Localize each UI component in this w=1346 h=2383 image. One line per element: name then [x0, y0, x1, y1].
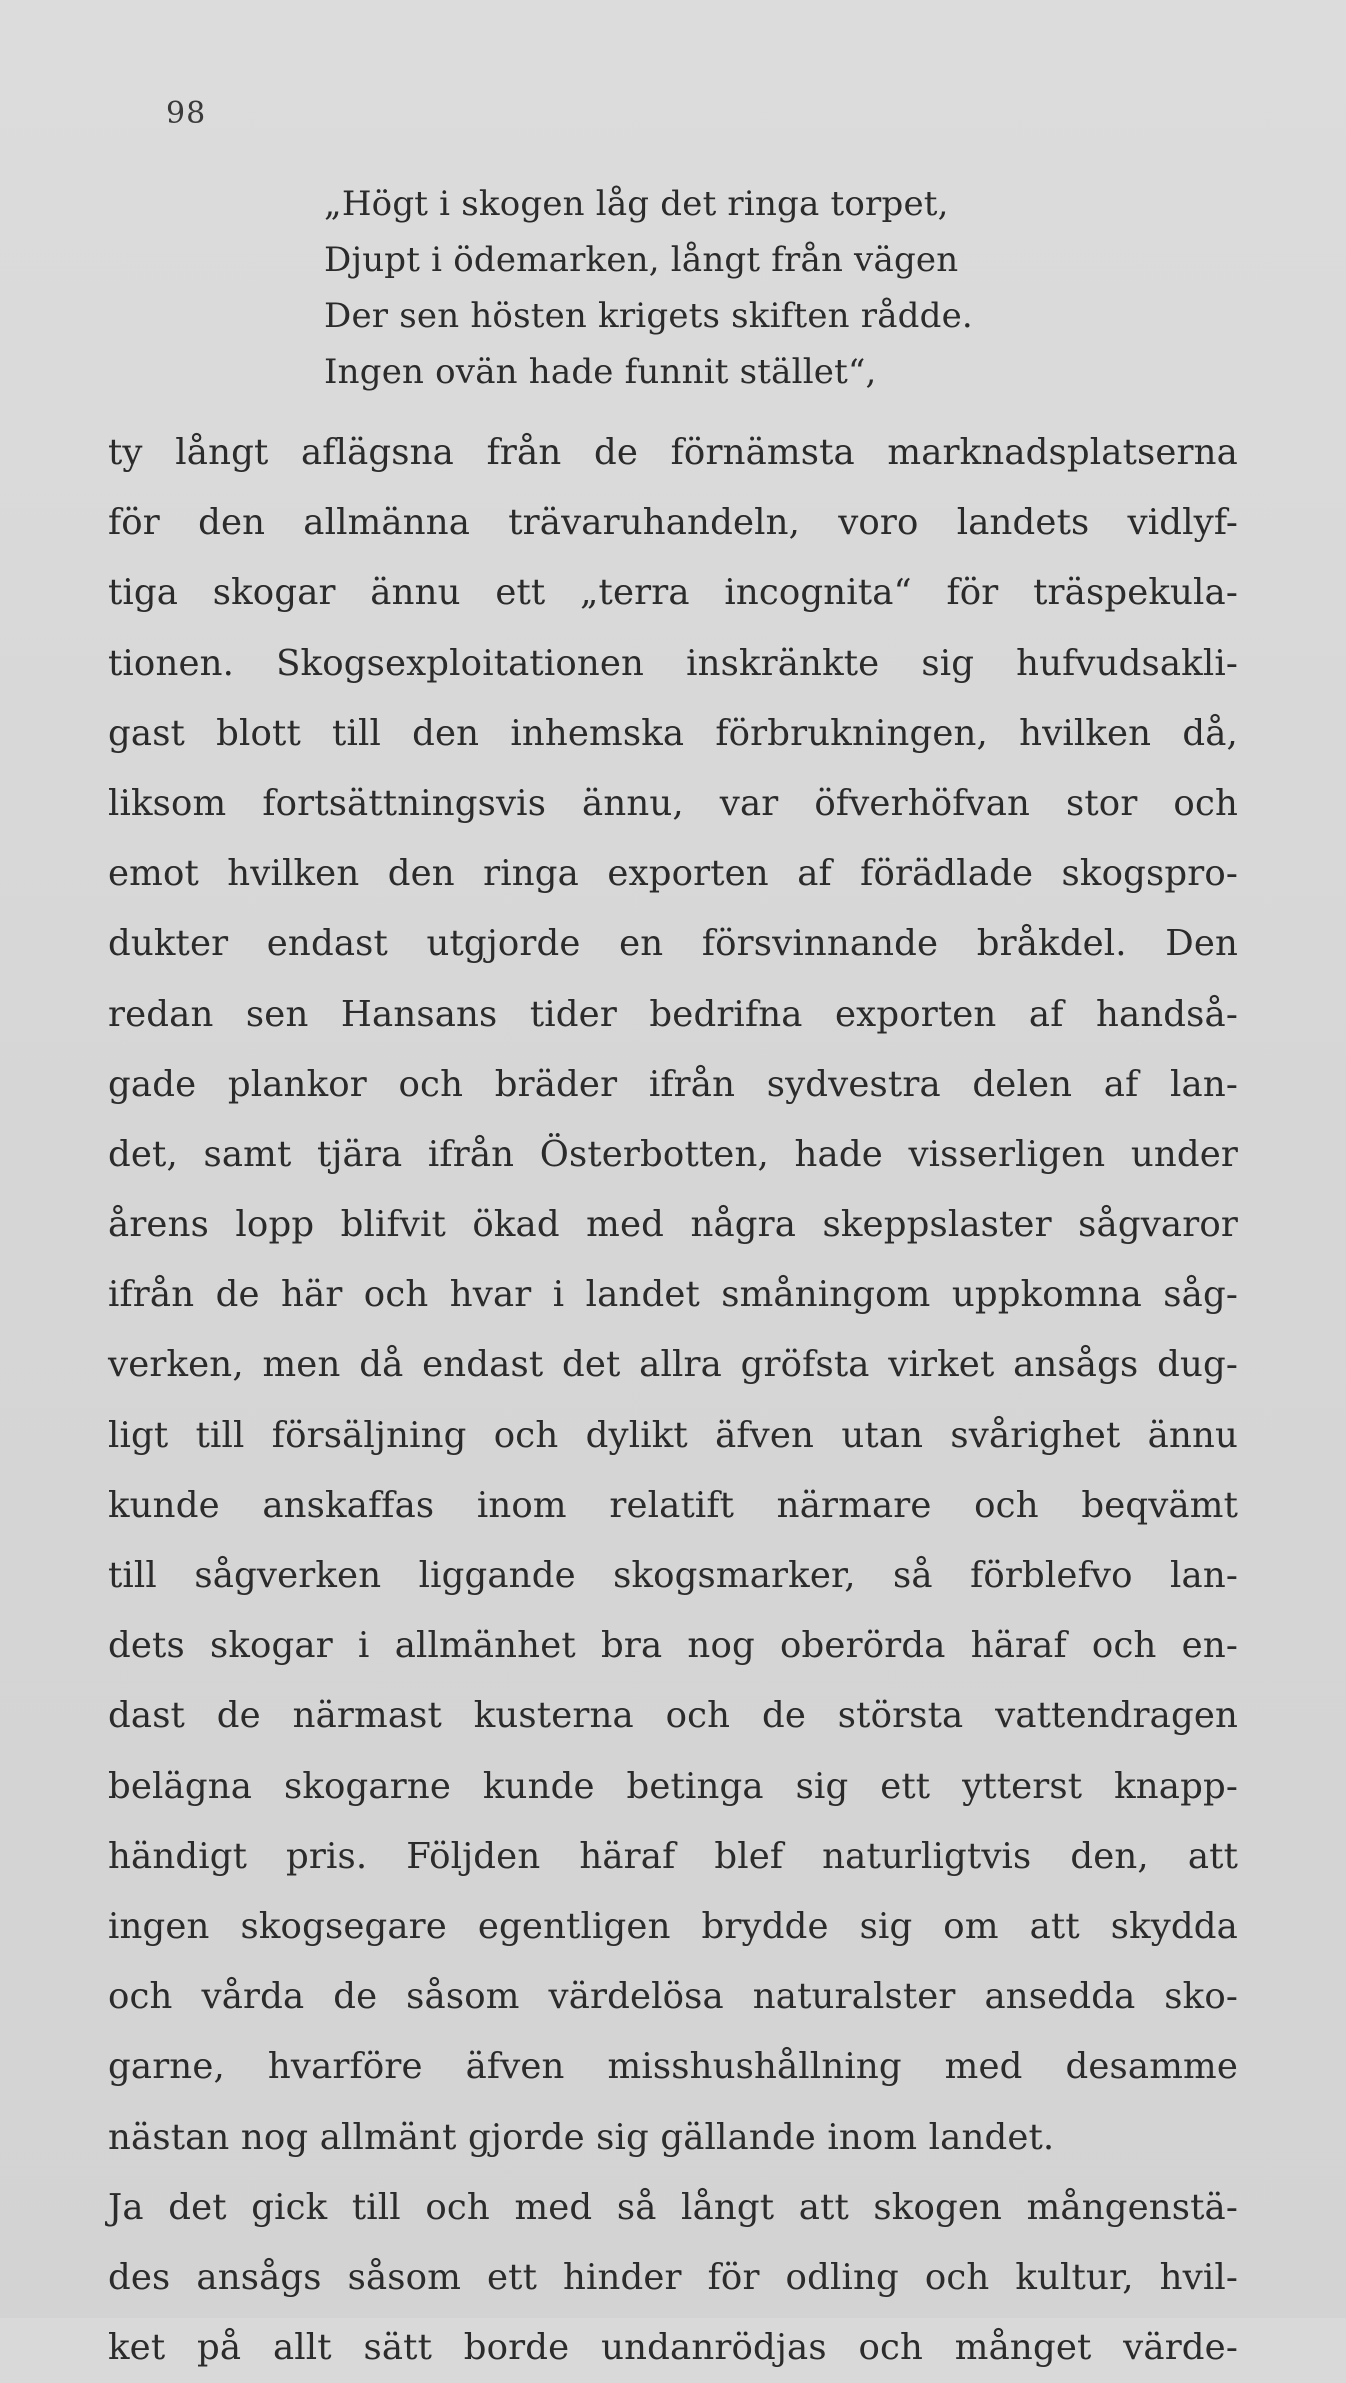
page-number: 98 [166, 96, 207, 131]
text-line: liksom fortsättningsvis ännu, var öfverhöfvan stor och [108, 782, 1238, 824]
text-line: dukter endast utgjorde en försvinnande bråkdel. Den [108, 923, 1238, 965]
text-line: gast blott till den inhemska förbrukningen, hvilken då, [108, 712, 1238, 754]
text-line: ifrån de här och hvar i landet småningom uppkomna såg- [108, 1274, 1238, 1316]
text-line: gade plankor och bräder ifrån sydvestra delen af lan- [108, 1063, 1238, 1105]
text-line: till sågverken liggande skogsmarker, så förblefvo lan- [108, 1555, 1238, 1596]
text-line: dast de närmast kusterna och de största vattendragen [108, 1695, 1238, 1737]
verse-line: Der sen hösten krigets skiften rådde. [324, 296, 973, 336]
text-line: Ja det gick till och med så långt att skogen mångenstä- [108, 2186, 1238, 2228]
text-line: emot hvilken den ringa exporten af förädlade skogspro- [108, 853, 1238, 895]
text-line: nästan nog allmänt gjorde sig gällande inom landet. [108, 2116, 1055, 2158]
text-line: för den allmänna trävaruhandeln, voro landets vidlyf- [108, 502, 1238, 544]
text-line: ket på allt sätt borde undanrödjas och månget värde- [108, 2327, 1238, 2369]
text-line: des ansågs såsom ett hinder för odling och kultur, hvil- [108, 2256, 1238, 2298]
text-line: årens lopp blifvit ökad med några skeppslaster sågvaror [108, 1204, 1238, 1246]
verse-line: Ingen ovän hade funnit stället“, [324, 352, 877, 392]
text-line: garne, hvarföre äfven misshushållning med desamme [108, 2046, 1238, 2088]
text-line: dets skogar i allmänhet bra nog oberörda häraf och en- [108, 1625, 1238, 1667]
text-line: verken, men då endast det allra gröfsta virket ansågs dug- [108, 1344, 1238, 1386]
verse-line: „Högt i skogen låg det ringa torpet, [324, 184, 949, 224]
text-line: och vårda de såsom värdelösa naturalster ansedda sko- [108, 1976, 1238, 2018]
text-line: det, samt tjära ifrån Österbotten, hade visserligen under [108, 1133, 1238, 1175]
text-line: kunde anskaffas inom relatift närmare och beqvämt [108, 1484, 1238, 1526]
text-line: belägna skogarne kunde betinga sig ett ytterst knapp- [108, 1765, 1238, 1807]
verse-line: Djupt i ödemarken, långt från vägen [324, 240, 959, 280]
text-line: tionen. Skogsexploitationen inskränkte sig hufvudsakli- [108, 642, 1238, 684]
text-line: ingen skogsegare egentligen brydde sig om att skydda [108, 1905, 1238, 1947]
text-line: ligt till försäljning och dylikt äfven utan svårighet ännu [108, 1414, 1238, 1456]
text-line: redan sen Hansans tider bedrifna exporten af handså- [108, 993, 1238, 1035]
verse-quote [324, 176, 1044, 400]
text-line: händigt pris. Följden häraf blef naturligtvis den, att [108, 1835, 1238, 1877]
text-line: ty långt aflägsna från de förnämsta marknadsplatserna [108, 432, 1238, 473]
body-paragraph [108, 418, 1238, 2383]
text-line: tiga skogar ännu ett „terra incognita“ för träspekula- [108, 572, 1238, 614]
